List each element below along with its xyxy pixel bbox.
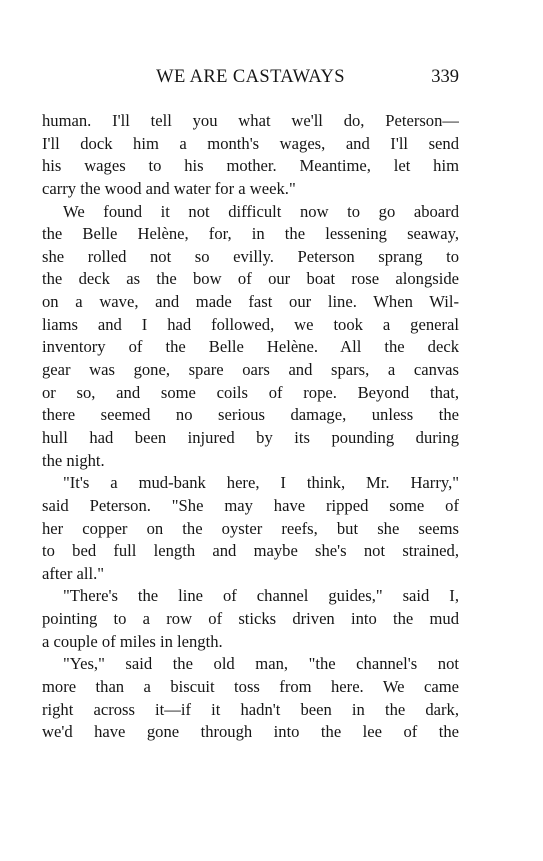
text-line: the night.	[42, 450, 105, 470]
text-line: We found it not difficult now to go aboard	[63, 201, 459, 221]
text-line: her copper on the oyster reefs, but she seems	[42, 518, 459, 538]
text-line: "There's the line of channel guides," said I,	[63, 586, 459, 606]
text-line: "It's a mud-bank here, I think, Mr. Harry,"	[63, 473, 459, 493]
text-line: carry the wood and water for a week."	[42, 178, 296, 198]
page-number: 339	[431, 67, 459, 87]
text-line: I'll dock him a month's wages, and I'll send	[42, 133, 459, 153]
text-line: to bed full length and maybe she's not strained,	[42, 541, 459, 561]
text-line: hull had been injured by its pounding during	[42, 427, 459, 447]
text-line: there seemed no serious damage, unless the	[42, 405, 459, 425]
chapter-title: WE ARE CASTAWAYS	[156, 67, 345, 87]
text-line: after all."	[42, 563, 105, 583]
body-text	[42, 110, 459, 744]
text-line: more than a biscuit toss from here. We came	[42, 677, 459, 697]
text-line: the Belle Helène, for, in the lessening seaway,	[42, 224, 459, 244]
running-head	[42, 64, 459, 90]
text-line: we'd have gone through into the lee of the	[42, 722, 459, 742]
text-line: the deck as the bow of our boat rose alongside	[42, 269, 459, 289]
text-line: inventory of the Belle Helène. All the deck	[42, 337, 459, 357]
text-line: "Yes," said the old man, "the channel's not	[63, 654, 459, 674]
text-line: right across it—if it hadn't been in the dark,	[42, 699, 459, 719]
text-line: his wages to his mother. Meantime, let him	[42, 156, 459, 176]
text-line: a couple of miles in length.	[42, 631, 223, 651]
text-line: she rolled not so evilly. Peterson sprang to	[42, 246, 459, 266]
text-line: said Peterson. "She may have ripped some of	[42, 495, 459, 515]
text-line: gear was gone, spare oars and spars, a canvas	[42, 360, 459, 380]
text-line: or so, and some coils of rope. Beyond that,	[42, 382, 459, 402]
text-line: human. I'll tell you what we'll do, Peterson—	[42, 111, 459, 130]
text-line: pointing to a row of sticks driven into the mud	[42, 609, 459, 629]
text-line: on a wave, and made fast our line. When Wil-	[42, 292, 459, 312]
text-line: liams and I had followed, we took a general	[42, 314, 459, 334]
